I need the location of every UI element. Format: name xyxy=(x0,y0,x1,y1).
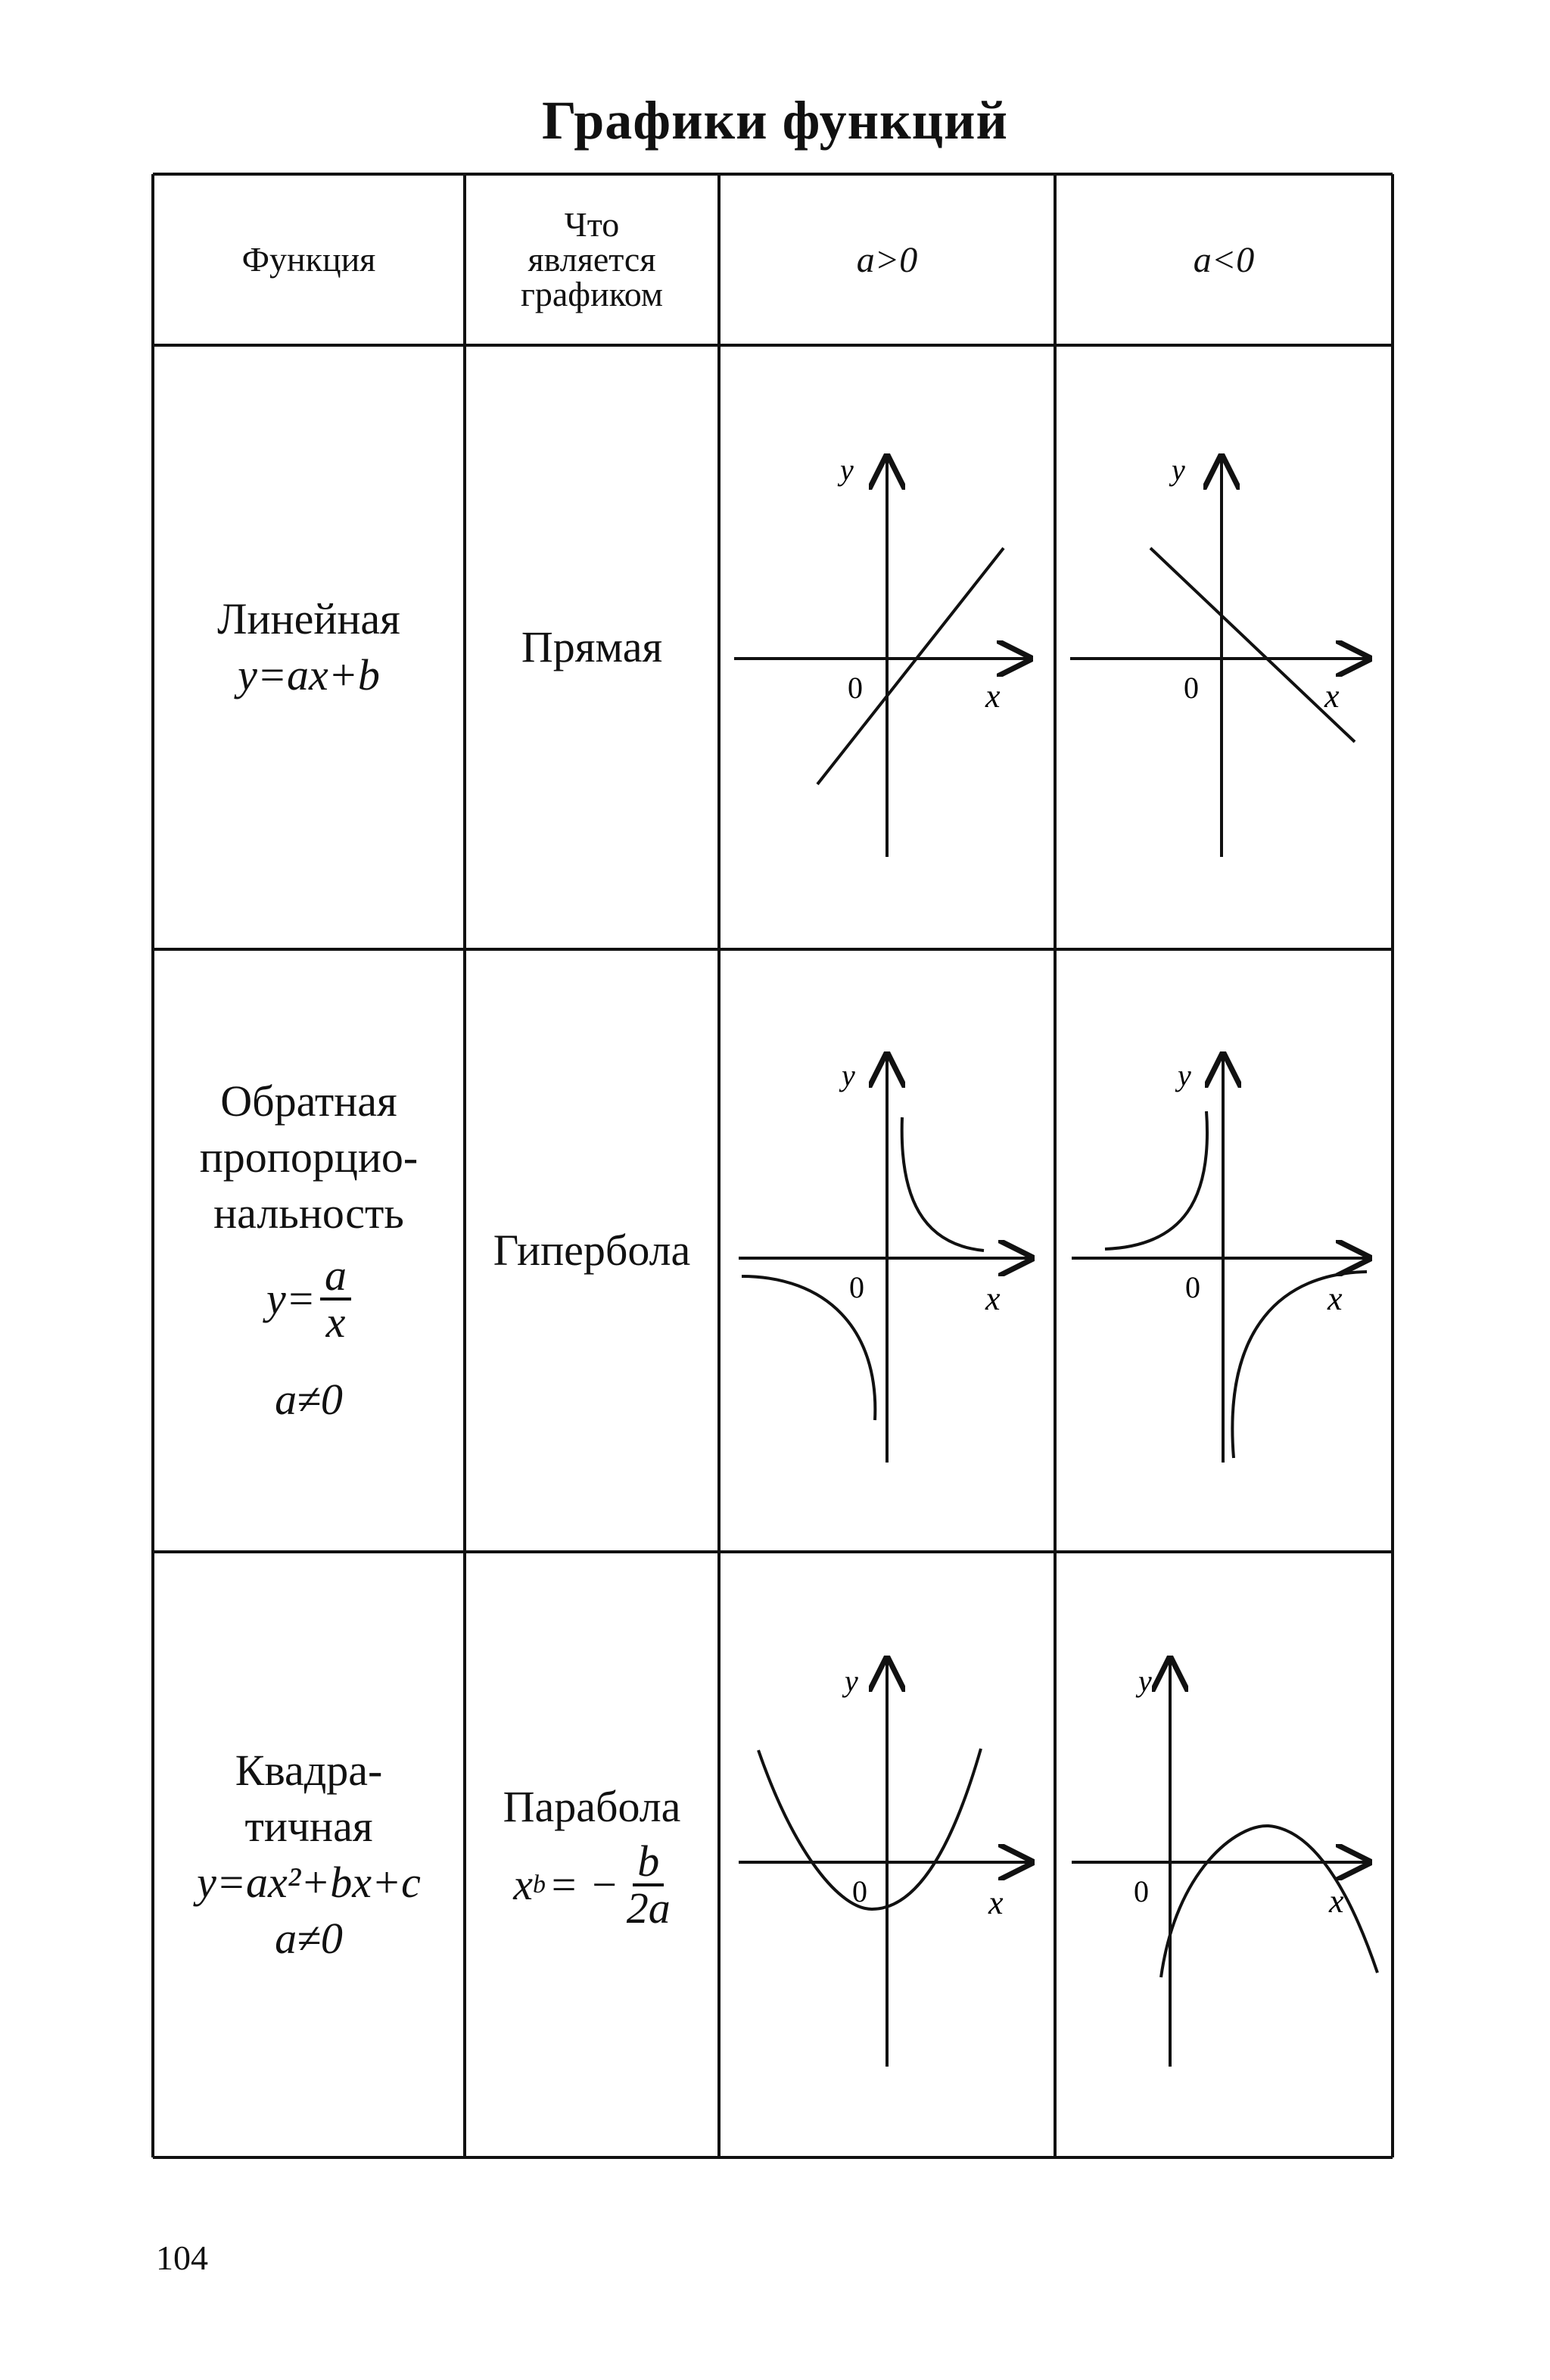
function-condition: a≠0 xyxy=(275,1375,343,1424)
vertex-fraction xyxy=(626,1836,671,1933)
row-inverse-graph-type xyxy=(465,949,719,1552)
parabola-curve xyxy=(1161,1826,1377,1977)
vertex-denominator: 2a xyxy=(626,1883,671,1933)
origin-label: 0 xyxy=(1184,671,1199,705)
x-label: x xyxy=(1324,678,1340,715)
origin-label: 0 xyxy=(1134,1874,1149,1908)
header-graph-type xyxy=(465,174,719,345)
function-name: тичная xyxy=(244,1802,373,1851)
origin-label: 0 xyxy=(852,1874,867,1908)
formula-lhs: y= xyxy=(266,1274,316,1323)
page-title: Графики функций xyxy=(541,90,1009,151)
graph-hyperbola-a-positive xyxy=(719,949,1055,1552)
row-linear-graph-type xyxy=(465,345,719,949)
x-label: x xyxy=(1327,1280,1343,1317)
function-name: пропорцио- xyxy=(199,1132,419,1182)
y-label: y xyxy=(840,453,854,487)
graph-type-name: Парабола xyxy=(503,1782,681,1831)
x-label: x xyxy=(1329,1883,1344,1920)
header-function xyxy=(153,174,465,345)
function-condition: a≠0 xyxy=(275,1914,343,1963)
line-curve xyxy=(817,548,1004,784)
x-label: x xyxy=(988,1884,1004,1921)
header-a-positive xyxy=(719,174,1055,345)
graph-type-name: Гипербола xyxy=(493,1226,691,1275)
header-function-label: Функция xyxy=(241,240,376,279)
function-name: Линейная xyxy=(217,594,400,643)
row-inverse-function xyxy=(153,949,465,1552)
graph-hyperbola-a-negative xyxy=(1055,949,1393,1552)
header-graph-type-line: Что xyxy=(564,205,620,244)
y-label: y xyxy=(1172,453,1185,487)
hyperbola-branch-lower-right xyxy=(1232,1272,1367,1458)
function-name: нальность xyxy=(213,1188,404,1238)
vertex-lhs: x xyxy=(513,1860,533,1909)
graph-type-name: Прямая xyxy=(521,622,663,671)
y-label: y xyxy=(842,1058,855,1092)
x-label: x xyxy=(985,678,1001,715)
y-label: y xyxy=(1138,1664,1152,1698)
graph-parabola-a-negative xyxy=(1055,1552,1393,2157)
origin-label: 0 xyxy=(849,1270,864,1304)
parabola-curve xyxy=(758,1749,981,1909)
function-formula: y=ax+b xyxy=(238,650,380,699)
formula-numerator: a xyxy=(320,1254,351,1301)
vertex-subscript: b xyxy=(532,1871,546,1899)
row-quadratic-graph-type xyxy=(465,1552,719,2157)
header-graph-type-line: графиком xyxy=(521,275,663,313)
header-graph-type-line: является xyxy=(528,240,656,279)
graph-linear-a-negative xyxy=(1055,345,1393,949)
vertex-equals: = − xyxy=(548,1860,619,1909)
row-quadratic-function xyxy=(153,1552,465,2157)
y-label: y xyxy=(1178,1058,1191,1092)
page-number: 104 xyxy=(156,2238,208,2277)
function-formula: y=ax²+bx+c xyxy=(197,1858,421,1907)
origin-label: 0 xyxy=(1185,1270,1200,1304)
header-a-positive-label: a>0 xyxy=(856,239,918,280)
header-a-negative-label: a<0 xyxy=(1193,239,1255,280)
header-a-negative xyxy=(1055,174,1393,345)
graph-linear-a-positive xyxy=(719,345,1055,949)
vertex-formula xyxy=(513,1836,671,1933)
formula-denominator: x xyxy=(325,1297,346,1347)
origin-label: 0 xyxy=(848,671,863,705)
y-label: y xyxy=(845,1664,858,1698)
x-label: x xyxy=(985,1280,1001,1317)
formula-fraction xyxy=(320,1251,351,1347)
function-name: Обратная xyxy=(220,1076,397,1126)
function-name: Квадра- xyxy=(235,1746,383,1795)
vertex-numerator: b xyxy=(633,1840,664,1886)
function-formula xyxy=(266,1251,351,1347)
row-linear-function xyxy=(153,345,465,949)
hyperbola-branch-upper xyxy=(902,1117,984,1251)
graph-parabola-a-positive xyxy=(719,1552,1055,2157)
hyperbola-branch-upper-left xyxy=(1105,1111,1207,1249)
